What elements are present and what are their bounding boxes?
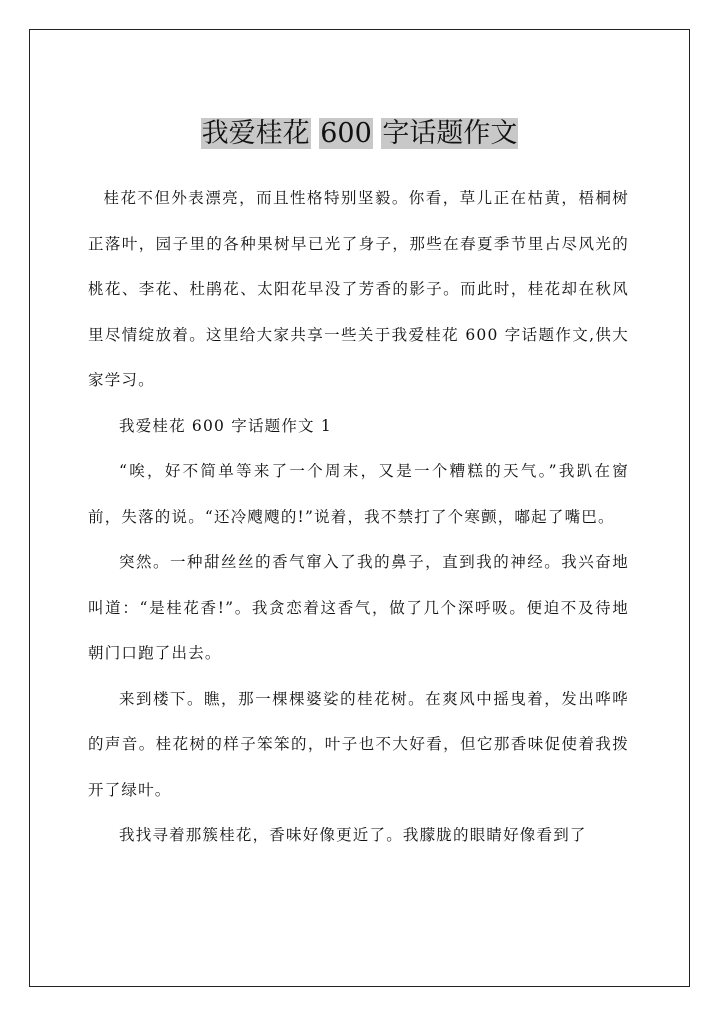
paragraph: 我找寻着那簇桂花，香味好像更近了。我朦胧的眼睛好像看到了	[119, 826, 587, 844]
intro-paragraph: 桂花不但外表漂亮，而且性格特别坚毅。你看，草儿正在枯黄，梧桐树正落叶，园子里的各种果树早已光了身子，那些在春夏季节里占尽风光的桃花、李花、杜鹃花、太阳花早没了芳香的影子。而此时，桂花却在秋风里尽情绽放着。这里给大家共享一些关于我爱桂花 600 字话题作文,供大家学习。	[88, 189, 629, 389]
paragraph: 来到楼下。瞧，那一棵棵婆娑的桂花树。在爽风中摇曳着，发出哗哗的声音。桂花树的样子笨笨的，叶子也不大好看，但它那香味促使着我拨开了绿叶。	[88, 689, 629, 799]
document-body	[88, 176, 629, 859]
title-part-3: 字话题作文	[382, 118, 518, 149]
title-container	[30, 116, 689, 152]
document-page	[29, 29, 690, 987]
title-part-1: 我爱桂花	[201, 118, 310, 149]
title-part-2: 600	[320, 118, 372, 149]
paragraph: 突然。一种甜丝丝的香气窜入了我的鼻子，直到我的神经。我兴奋地叫道：“是桂花香!”。我贪恋着这香气，做了几个深呼吸。便迫不及待地朝门口跑了出去。	[88, 553, 629, 662]
document-title	[201, 116, 519, 152]
paragraph: “唉，好不简单等来了一个周末，又是一个糟糕的天气。”我趴在窗前，失落的说。“还冷飕飕的!”说着，我不禁打了个寒颤，嘟起了嘴巴。	[88, 462, 629, 526]
section-heading: 我爱桂花 600 字话题作文 1	[119, 416, 332, 435]
